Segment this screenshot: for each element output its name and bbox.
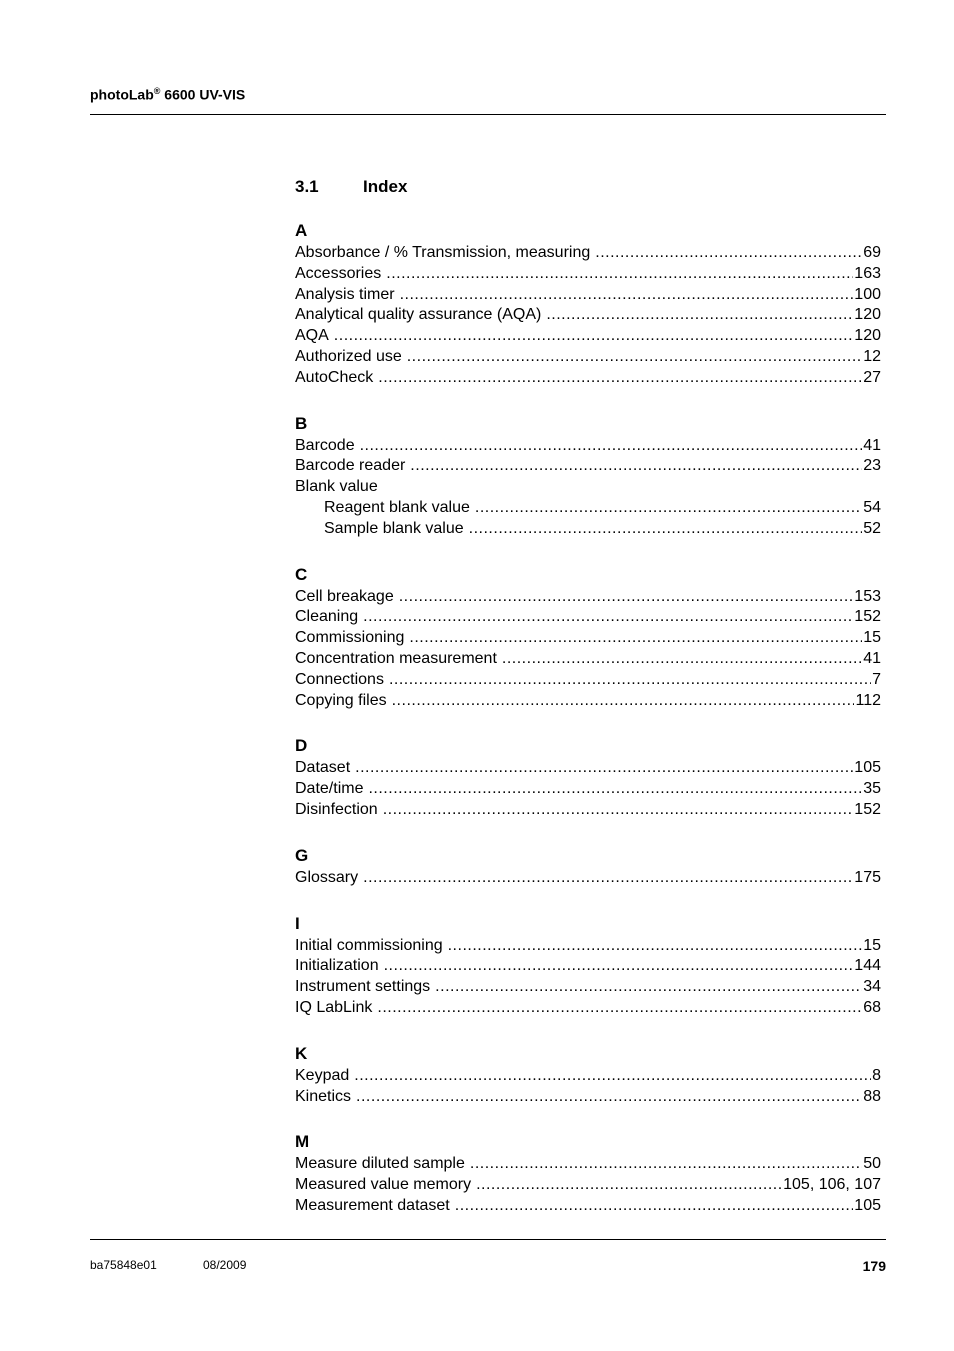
index-term: Dataset	[295, 759, 351, 777]
dot-leader	[410, 456, 862, 477]
index-term: Blank value	[295, 478, 378, 496]
index-page-number: 69	[863, 244, 881, 261]
index-page-number: 68	[863, 998, 881, 1016]
index-term: Barcode reader	[295, 457, 406, 475]
index-term: Instrument settings	[295, 978, 431, 996]
footer-date: 08/2009	[203, 1258, 247, 1272]
index-group-i	[295, 912, 881, 1019]
index-page-number: 12	[863, 347, 881, 365]
index-entry	[295, 243, 881, 264]
index-page-number: 34	[863, 978, 881, 996]
section-number: 3.1	[295, 177, 319, 196]
index-page-number: 41	[863, 436, 881, 454]
dot-leader	[455, 1196, 854, 1217]
index-entry	[295, 436, 881, 457]
dot-leader	[356, 1087, 862, 1108]
dot-leader	[435, 977, 862, 998]
index-group-c	[295, 563, 881, 712]
index-page-number: 88	[863, 1087, 881, 1105]
footer-doc-id: ba75848e01	[90, 1258, 157, 1272]
index-term: Initialization	[295, 957, 379, 975]
index-letter-heading: C	[295, 564, 308, 584]
index-letter-heading: M	[295, 1132, 310, 1152]
document-header-title	[90, 86, 245, 103]
dot-leader	[354, 1066, 871, 1087]
index-letter-heading: G	[295, 845, 309, 865]
index-entry	[295, 998, 881, 1019]
index-term: Measured value memory	[295, 1176, 472, 1194]
index-entry	[295, 670, 881, 691]
index-entry	[295, 956, 881, 977]
index-term: Sample blank value	[324, 519, 464, 537]
index-entry	[295, 1175, 881, 1196]
index-group-b	[295, 412, 881, 540]
index-term: Analytical quality assurance (AQA)	[295, 306, 542, 324]
product-model: 6600 UV-VIS	[160, 86, 246, 103]
index-letter-heading: K	[295, 1043, 308, 1063]
index-page-number: 15	[863, 936, 881, 954]
dot-leader	[399, 587, 854, 608]
dot-leader	[476, 1175, 782, 1196]
index-entry	[295, 456, 881, 477]
index-term: Glossary	[295, 868, 359, 886]
index-group-m	[295, 1130, 881, 1216]
dot-leader	[377, 998, 862, 1019]
index-subentry	[295, 498, 881, 519]
index-page-number: 144	[854, 957, 881, 975]
header-rule	[90, 114, 886, 115]
index-term: Reagent blank value	[324, 498, 470, 516]
index-entry	[295, 868, 881, 889]
index-page-number: 41	[863, 649, 881, 667]
index-page-number: 105, 106, 107	[783, 1176, 881, 1194]
index-page-number: 153	[854, 587, 881, 605]
index-term: AQA	[295, 327, 329, 345]
section-title: Index	[363, 177, 408, 196]
index-group-g	[295, 844, 881, 889]
dot-leader	[470, 1154, 862, 1175]
registered-mark: ®	[153, 86, 161, 96]
dot-leader	[502, 649, 862, 670]
index-term: Cell breakage	[295, 587, 394, 605]
index-page-number: 50	[863, 1155, 881, 1173]
dot-leader	[363, 868, 853, 889]
dot-leader	[409, 628, 862, 649]
dot-leader	[378, 368, 862, 389]
index-entry	[295, 347, 881, 368]
index-page-number: 52	[863, 519, 881, 537]
dot-leader	[400, 285, 854, 306]
dot-leader	[383, 800, 854, 821]
index-page-number: 152	[854, 800, 881, 818]
dot-leader	[546, 305, 853, 326]
index-page-number: 27	[863, 368, 881, 386]
index-term: Connections	[295, 670, 384, 688]
dot-leader	[392, 691, 855, 712]
index-term: Accessories	[295, 264, 382, 282]
index-letter-heading: A	[295, 221, 308, 240]
section-heading	[295, 177, 407, 197]
index-term: Kinetics	[295, 1087, 352, 1105]
index-entry	[295, 305, 881, 326]
dot-leader	[386, 264, 853, 285]
index-entry	[295, 1066, 881, 1087]
dot-leader	[363, 607, 853, 628]
dot-leader	[448, 936, 863, 957]
index-term: IQ LabLink	[295, 998, 373, 1016]
index-page-number: 105	[854, 1196, 881, 1214]
index-entry	[295, 1196, 881, 1217]
index-term: Disinfection	[295, 800, 378, 818]
index-page-number: 15	[863, 629, 881, 647]
index-entry	[295, 326, 881, 347]
index-entry	[295, 779, 881, 800]
index-entry	[295, 800, 881, 821]
index-group-d	[295, 734, 881, 820]
dot-leader	[469, 519, 863, 540]
index-entry	[295, 1154, 881, 1175]
product-name: photoLab	[90, 86, 154, 103]
footer-page-number: 179	[862, 1258, 886, 1274]
index-page-number: 54	[863, 498, 881, 516]
index-entry	[295, 587, 881, 608]
index-entry	[295, 977, 881, 998]
index-letter-heading: I	[295, 913, 300, 933]
index-entry	[295, 691, 881, 712]
index-page-number: 152	[854, 608, 881, 626]
index-page-number: 23	[863, 457, 881, 475]
index-term: Cleaning	[295, 608, 359, 626]
index-entry	[295, 368, 881, 389]
index-entry	[295, 649, 881, 670]
index-page-number: 112	[855, 691, 881, 709]
index-term: Measure diluted sample	[295, 1155, 465, 1173]
index-term: Analysis timer	[295, 285, 395, 303]
index-term: Commissioning	[295, 629, 405, 647]
index-entry	[295, 285, 881, 306]
dot-leader	[475, 498, 862, 519]
index-entry	[295, 628, 881, 649]
index-group-a	[295, 219, 881, 389]
index-page-number: 8	[872, 1066, 881, 1084]
index-page-number: 105	[854, 759, 881, 777]
index-term: Date/time	[295, 780, 364, 798]
index-page-number: 163	[854, 264, 881, 282]
dot-leader	[595, 243, 862, 264]
footer-rule	[90, 1239, 886, 1240]
index-page-number: 175	[854, 868, 881, 886]
index-term: Absorbance / % Transmission, measuring	[295, 244, 591, 261]
index-page-number: 120	[854, 306, 881, 324]
index-entry	[295, 758, 881, 779]
index-subentry	[295, 519, 881, 540]
dot-leader	[360, 436, 863, 457]
index-group-k	[295, 1042, 881, 1108]
dot-leader	[384, 956, 854, 977]
index-page-number: 35	[863, 780, 881, 798]
dot-leader	[368, 779, 862, 800]
index-term: Measurement dataset	[295, 1196, 450, 1214]
dot-leader	[389, 670, 871, 691]
index-letter-heading: D	[295, 736, 308, 756]
dot-leader	[355, 758, 853, 779]
index-page-number: 120	[854, 327, 881, 345]
index-entry	[295, 936, 881, 957]
index-term: AutoCheck	[295, 368, 374, 386]
index-page-number: 7	[872, 670, 881, 688]
index-term: Barcode	[295, 436, 355, 454]
index-term: Concentration measurement	[295, 649, 497, 667]
index-entry	[295, 607, 881, 628]
index-letter-heading: B	[295, 413, 308, 433]
dot-leader	[334, 326, 854, 347]
index-entry	[295, 1087, 881, 1108]
index-entry	[295, 264, 881, 285]
index-term: Keypad	[295, 1066, 350, 1084]
index-term: Authorized use	[295, 347, 402, 365]
index-entry	[295, 477, 881, 498]
dot-leader	[407, 347, 862, 368]
index-list	[295, 219, 881, 1240]
index-page-number: 100	[854, 285, 881, 303]
index-term: Initial commissioning	[295, 936, 443, 954]
index-term: Copying files	[295, 691, 387, 709]
